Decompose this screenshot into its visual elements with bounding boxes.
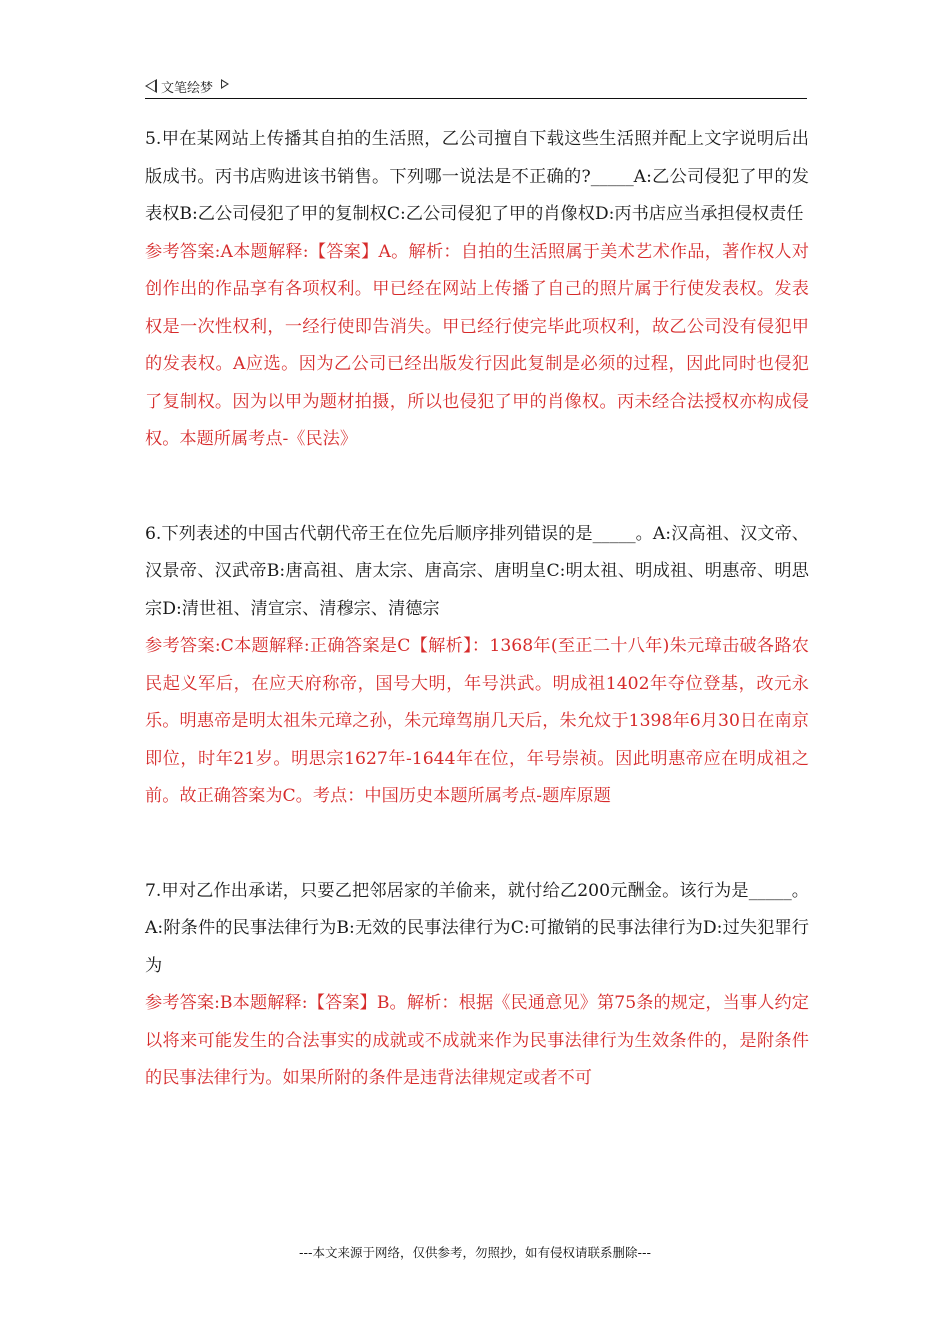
header-divider <box>145 98 807 99</box>
triangle-left-icon <box>145 79 157 93</box>
question-6-text: 6.下列表述的中国古代朝代帝王在位先后顺序排列错误的是_____。A:汉高祖、汉文帝、汉景帝、汉武帝B:唐高祖、唐太宗、唐高宗、唐明皇C:明太祖、明成祖、明惠帝、明思宗D:清世祖、清宣宗、清穆宗、清德宗 <box>145 523 809 619</box>
header-title: 文笔绘梦 <box>161 80 214 96</box>
question-7-answer: 参考答案:B本题解释:【答案】B。解析：根据《民通意见》第75条的规定，当事人约定以将来可能发生的合法事实的成就或不成就来作为民事法律行为生效条件的，是附条件的民事法律行为。如果所附的条件是违背法律规定或者不可 <box>145 993 809 1088</box>
question-5-text: 5.甲在某网站上传播其自拍的生活照，乙公司擅自下载这些生活照并配上文字说明后出版成书。丙书店购进该书销售。下列哪一说法是不正确的?_____A:乙公司侵犯了甲的发表权B:乙公司侵犯了甲的复制权C:乙公司侵犯了甲的肖像权D:丙书店应当承担侵权责任 <box>145 129 809 224</box>
page-header <box>145 74 807 98</box>
page-footer: ---本文来源于网络，仅供参考，勿照抄，如有侵权请联系删除--- <box>298 1245 652 1260</box>
spacer <box>145 816 809 873</box>
spacer <box>145 459 809 516</box>
question-5-answer: 参考答案:A本题解释:【答案】A。解析：自拍的生活照属于美术艺术作品，著作权人对创作出的作品享有各项权利。甲已经在网站上传播了自己的照片属于行使发表权。发表权是一次性权利，一经行使即告消失。甲已经行使完毕此项权利，故乙公司没有侵犯甲的发表权。A应选。因为乙公司已经出版发行因此复制是必须的过程，因此同时也侵犯了复制权。因为以甲为题材拍摄，所以也侵犯了甲的肖像权。丙未经合法授权亦构成侵权。本题所属考点-《民法》 <box>145 241 809 449</box>
question-6-answer: 参考答案:C本题解释:正确答案是C【解析】：1368年(至正二十八年)朱元璋击破各路农民起义军后，在应天府称帝，国号大明，年号洪武。明成祖1402年夺位登基，改元永乐。明惠帝是明太祖朱元璋之孙，朱元璋驾崩几天后，朱允炆于1398年6月30日在南京即位，时年21岁。明思宗1627年-1644年在位，年号崇祯。因此明惠帝应在明成祖之前。故正确答案为C。考点：中国历史本题所属考点-题库原题 <box>145 636 809 806</box>
triangle-right-icon <box>221 79 229 89</box>
document-body <box>145 121 809 1098</box>
question-7-text: 7.甲对乙作出承诺，只要乙把邻居家的羊偷来，就付给乙200元酬金。该行为是_____。A:附条件的民事法律行为B:无效的民事法律行为C:可撤销的民事法律行为D:过失犯罪行为 <box>145 880 809 976</box>
